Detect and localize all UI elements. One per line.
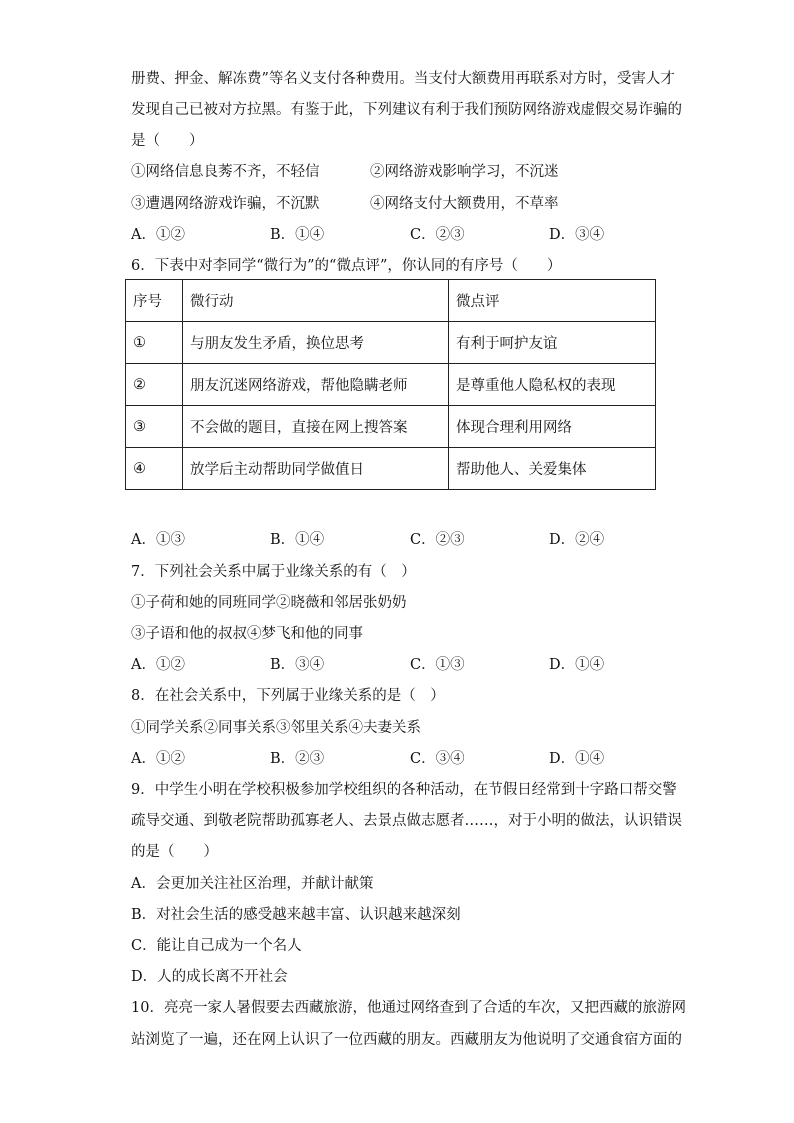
q7-stem: 7．下列社会关系中属于业缘关系的有（ ） <box>131 564 416 580</box>
q7-option-b: B．③④ <box>270 657 325 673</box>
q9-line-3: 的是（ ） <box>131 844 218 860</box>
q8-option-d: D．①④ <box>549 751 605 767</box>
q10-line-2: 站浏览了一遍，还在网上认识了一位西藏的朋友。西藏朋友为他说明了交通食宿方面的 <box>131 1032 682 1048</box>
q9-choice-a: A．会更加关注社区治理，并献计献策 <box>131 876 374 892</box>
q6-option-d: D．②④ <box>549 532 605 548</box>
q5-line-1: 册费、押金、解冻费”等名义支付各种费用。当支付大额费用再联系对方时，受害人才 <box>131 71 675 87</box>
q6-option-c: C．②③ <box>410 532 465 548</box>
q7-statement-line-2: ③子语和他的叔叔④梦飞和他的同事 <box>131 626 363 642</box>
q6-header-action: 微行动 <box>183 280 449 322</box>
q8-option-c: C．③④ <box>410 751 465 767</box>
q5-line-3: 是（ ） <box>131 133 204 149</box>
q8-option-a: A．①② <box>131 751 185 767</box>
q6-cell-comment: 帮助他人、关爱集体 <box>449 448 656 490</box>
q6-table-header <box>126 280 656 322</box>
q6-cell-comment: 是尊重他人隐私权的表现 <box>449 364 656 406</box>
q6-cell-number: ① <box>126 322 183 364</box>
q10-line-1: 10．亮亮一家人暑假要去西藏旅游，他通过网络查到了合适的车次，又把西藏的旅游网 <box>131 1000 686 1016</box>
q7-option-d: D．①④ <box>549 657 605 673</box>
q6-cell-number: ② <box>126 364 183 406</box>
q5-statement-2: ②网络游戏影响学习，不沉迷 <box>370 164 559 180</box>
q6-header-number: 序号 <box>126 280 183 322</box>
q6-cell-action: 放学后主动帮助同学做值日 <box>183 448 449 490</box>
q6-stem: 6．下表中对李同学“微行为”的“微点评”，你认同的有序号（ ） <box>131 258 562 274</box>
q6-cell-number: ④ <box>126 448 183 490</box>
q5-line-2: 发现自己已被对方拉黑。有鉴于此，下列建议有利于我们预防网络游戏虚假交易诈骗的 <box>131 102 682 118</box>
q5-option-d: D．③④ <box>549 227 605 243</box>
q9-choice-d: D．人的成长离不开社会 <box>131 969 288 985</box>
q8-stem: 8．在社会关系中，下列属于业缘关系的是（ ） <box>131 688 445 704</box>
table-row <box>126 364 656 406</box>
q6-option-b: B．①④ <box>270 532 325 548</box>
table-row <box>126 322 656 364</box>
q5-statement-3: ③遭遇网络游戏诈骗，不沉默 <box>131 196 320 212</box>
q5-option-a: A．①② <box>131 227 185 243</box>
q6-cell-comment: 有利于呵护友谊 <box>449 322 656 364</box>
q6-table <box>125 279 656 490</box>
q8-option-b: B．②③ <box>270 751 325 767</box>
q6-cell-number: ③ <box>126 406 183 448</box>
q9-choice-b: B．对社会生活的感受越来越丰富、认识越来越深刻 <box>131 907 461 923</box>
table-row <box>126 406 656 448</box>
q8-statement-line: ①同学关系②同事关系③邻里关系④夫妻关系 <box>131 720 421 736</box>
q6-cell-action: 与朋友发生矛盾，换位思考 <box>183 322 449 364</box>
table-row <box>126 448 656 490</box>
q9-line-2: 疏导交通、到敬老院帮助孤寡老人、去景点做志愿者……，对于小明的做法，认识错误 <box>131 813 682 829</box>
q9-choice-c: C．能让自己成为一个名人 <box>131 938 302 954</box>
q5-statement-4: ④网络支付大额费用，不草率 <box>370 196 559 212</box>
q6-cell-action: 不会做的题目，直接在网上搜答案 <box>183 406 449 448</box>
q5-option-b: B．①④ <box>270 227 325 243</box>
q7-option-c: C．①③ <box>410 657 465 673</box>
q6-header-comment: 微点评 <box>449 280 656 322</box>
q5-statement-1: ①网络信息良莠不齐，不轻信 <box>131 164 320 180</box>
q7-option-a: A．①② <box>131 657 185 673</box>
q6-option-a: A．①③ <box>131 532 185 548</box>
q6-cell-action: 朋友沉迷网络游戏，帮他隐瞒老师 <box>183 364 449 406</box>
q5-option-c: C．②③ <box>410 227 465 243</box>
q7-statement-line-1: ①子荷和她的同班同学②晓薇和邻居张奶奶 <box>131 595 407 611</box>
q9-line-1: 9．中学生小明在学校积极参加学校组织的各种活动，在节假日经常到十字路口帮交警 <box>131 782 677 798</box>
q6-cell-comment: 体现合理利用网络 <box>449 406 656 448</box>
